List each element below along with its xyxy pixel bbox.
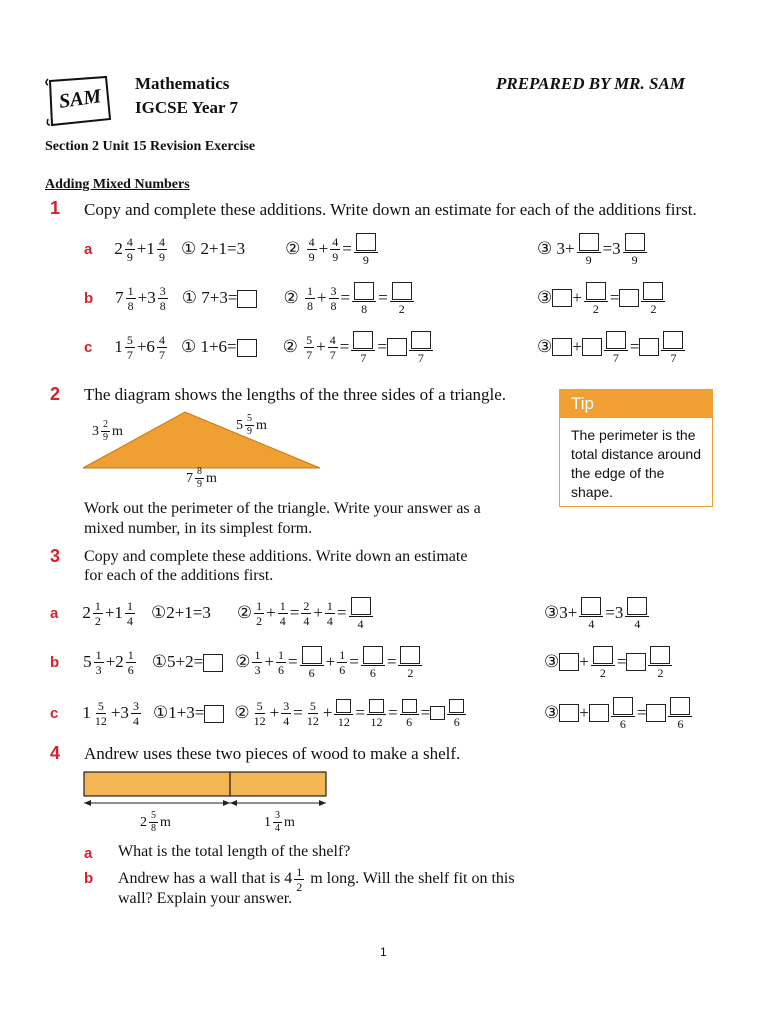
q1a-row (84, 232, 380, 266)
prepared-by: PREPARED BY MR. SAM (496, 74, 685, 93)
q1c-step1: ① 1+6= (181, 337, 257, 357)
tip-title: Tip (571, 394, 594, 413)
q4-prompt: Andrew uses these two pieces of wood to make a shelf. (84, 744, 461, 763)
logo-text: SAM (57, 85, 103, 113)
wood-label-2: 1 $\frac{3}{4}$ m (264, 810, 295, 834)
q1b-label: b (84, 289, 94, 307)
wood-label-1: 2 $\frac{5}{8}$ m (140, 810, 171, 834)
q1a-step3: ③ 3+ 9 =3 9 (537, 232, 649, 266)
q1a-step2: ② $\frac{4}{9}$ + $\frac{4}{9}$ = 9 (285, 233, 380, 266)
q1c-step2: ② $\frac{5}{7}$ + $\frac{4}{7}$ = 7 = 7 (283, 331, 435, 364)
q2-number: 2 (50, 384, 61, 404)
q1b-expr: 7 $\frac{1}{8}$ +3 $\frac{3}{8}$ (115, 283, 166, 313)
q3a-label: a (50, 604, 59, 622)
q3b-step2: ② $\frac{1}{3}$ + $\frac{1}{6}$ = 6 + $\frac{1}{6}$ = 6 = 2 (235, 646, 424, 679)
side-label-bottom: 7 $\frac{8}{9}$ m (186, 466, 217, 490)
q4b-line2: wall? Explain your answer. (118, 890, 293, 907)
q3b-expr: 5 $\frac{1}{3}$ +2 $\frac{1}{6}$ (83, 647, 134, 677)
q4a-text: What is the total length of the shelf? (118, 843, 351, 860)
q1c-label: c (84, 338, 93, 356)
q3a-row (50, 596, 375, 630)
q3-prompt: Copy and complete these additions. Write down an estimate for each of the additions first. (84, 548, 468, 584)
side-label-right: 5 $\frac{5}{9}$ m (236, 413, 267, 437)
q3c-expr: 1 $\frac{5}{12}$ +3 $\frac{3}{4}$ (82, 698, 139, 728)
q3c-step2: ② $\frac{5}{12}$ + $\frac{3}{4}$ = $\frac{5}{12}$ + 12 = 12 = 6 = 6 (234, 698, 468, 727)
q1c-row (84, 330, 435, 364)
q1a-expr: 2 $\frac{4}{9}$ +1 $\frac{4}{9}$ (114, 234, 165, 264)
q3-number: 3 (50, 546, 61, 566)
wood-piece-2 (230, 772, 326, 796)
q1c-expr: 1 $\frac{5}{7}$ +6 $\frac{4}{7}$ (114, 332, 165, 362)
q3b-step3: ③ + 2 = 2 (544, 645, 674, 679)
q1b-row (84, 281, 416, 315)
q4b-label: b (84, 870, 94, 887)
q3c-step3: ③ + 6 = 6 (544, 695, 694, 731)
q3a-step1: ①2+1=3 (150, 603, 211, 622)
course-title: IGCSE Year 7 (135, 98, 238, 117)
q1b-step3: ③ + 2 = 2 (537, 281, 667, 315)
q4a-label: a (84, 845, 93, 862)
q3b-row (50, 645, 424, 679)
q3c-step1: ①1+3= (153, 703, 224, 723)
q2-work: Work out the perimeter of the triangle. Write your answer as a mixed number, in its simplest form. (84, 500, 481, 537)
q4-number: 4 (50, 743, 61, 763)
q3a-step2: ② $\frac{1}{2}$ + $\frac{1}{4}$ = $\frac{2}{4}$ + $\frac{1}{4}$ = 4 (237, 597, 375, 630)
q1b-step1: ① 7+3= (182, 288, 258, 308)
wood-diagram (80, 770, 330, 810)
q3b-label: b (50, 653, 60, 671)
q1c-step3: ③ + 7 = 7 (537, 330, 687, 364)
q4b-line1: Andrew has a wall that is 4 $\frac{1}{2}$ m long. Will the shelf fit on this (118, 864, 515, 894)
page-number: 1 (380, 945, 387, 959)
side-label-left: 3 $\frac{2}{9}$ m (92, 419, 123, 443)
q3a-expr: 2 $\frac{1}{2}$ +1 $\frac{1}{4}$ (82, 598, 133, 628)
section-title: Section 2 Unit 15 Revision Exercise (45, 139, 256, 154)
q1-number: 1 (50, 198, 61, 218)
q1a-step1: ① 2+1=3 (180, 239, 246, 258)
q3c-row (50, 695, 468, 731)
tip-box (559, 389, 713, 507)
subject-title: Mathematics (135, 74, 230, 93)
q3b-step1: ①5+2= (152, 652, 223, 672)
q3c-label: c (50, 704, 59, 722)
tip-header (560, 390, 712, 418)
q1a-label: a (84, 240, 93, 258)
q1-prompt: Copy and complete these additions. Write down an estimate for each of the additions first. (84, 200, 697, 219)
tip-text: The perimeter is the total distance around the edge of the shape. (571, 427, 701, 500)
logo (44, 75, 116, 127)
topic-title: Adding Mixed Numbers (45, 177, 190, 192)
q3a-step3: ③3+ 4 =3 4 (544, 596, 651, 630)
q1b-step2: ② $\frac{1}{8}$ + $\frac{3}{8}$ = 8 = 2 (283, 282, 415, 315)
wood-piece-1 (84, 772, 230, 796)
q2-prompt: The diagram shows the lengths of the three sides of a triangle. (84, 385, 507, 404)
